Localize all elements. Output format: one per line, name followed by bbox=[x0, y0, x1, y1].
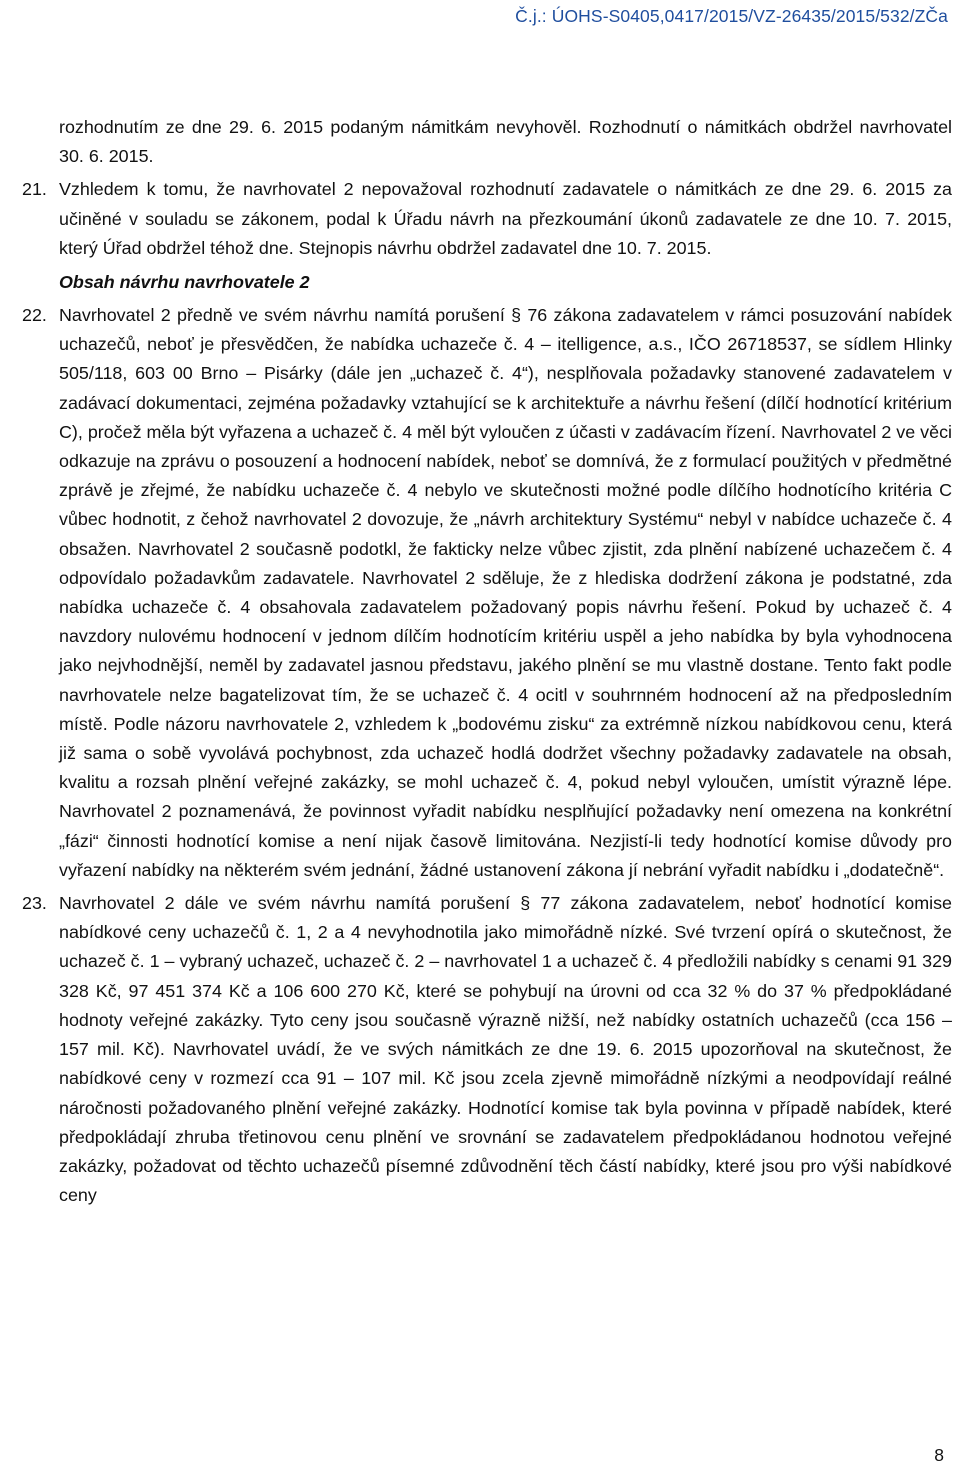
paragraph-number: 22. bbox=[22, 305, 47, 326]
paragraph-number: 21. bbox=[22, 179, 47, 200]
paragraph-21 bbox=[0, 175, 960, 263]
paragraph-text: Vzhledem k tomu, že navrhovatel 2 nepovažoval rozhodnutí zadavatele o námitkách ze dne 29. 6. 2015 za učiněné v souladu se zákonem, podal k Úřadu návrh na přezkoumání úkonů zadavatele ze dne 10. 7. 2015, který Úřad obdržel téhož dne. Stejnopis návrhu obdržel zadavatel dne 10. 7. 2015. bbox=[59, 179, 952, 258]
document-reference-number: Č.j.: ÚOHS-S0405,0417/2015/VZ-26435/2015/532/ZČa bbox=[515, 6, 948, 26]
document-body bbox=[0, 113, 960, 1210]
paragraph-text: Navrhovatel 2 dále ve svém návrhu namítá porušení § 77 zákona zadavatelem, neboť hodnotící komise nabídkové ceny uchazečů č. 1, 2 a 4 nevyhodnotila jako mimořádně nízké. Své tvrzení opírá o skutečnost, že uchazeč č. 1 – vybraný uchazeč, uchazeč č. 2 – navrhovatel 1 a uchazeč č. 4 předložili nabídky s cenami 91 329 328 Kč, 97 451 374 Kč a 106 600 270 Kč, které se pohybují na úrovni od cca 32 % do 37 % předpokládané hodnoty veřejné zakázky. Tyto ceny jsou současně výrazně nižší, než nabídky ostatních uchazečů (cca 156 – 157 mil. Kč). Navrhovatel uvádí, že ve svých námitkách ze dne 19. 6. 2015 upozorňoval na skutečnost, že nabídkové ceny v rozmezí cca 91 – 107 mil. Kč jsou zcela zjevně mimořádně nízkými a neodpovídají reálné náročnosti požadovaného plnění veřejné zakázky. Hodnotící komise tak byla povinna v případě nabídek, které předpokládají zhruba třetinovou cenu plnění ve srovnání se zadavatelem předpokládanou hodnotou veřejné zakázky, požadovat od těchto uchazečů písemné zdůvodnění těch částí nabídky, které jsou pro výši nabídkové ceny bbox=[59, 893, 952, 1206]
paragraph-intro: rozhodnutím ze dne 29. 6. 2015 podaným námitkám nevyhověl. Rozhodnutí o námitkách obdržel navrhovatel 30. 6. 2015. bbox=[59, 117, 952, 167]
paragraph-22 bbox=[0, 301, 960, 885]
paragraph-23 bbox=[0, 889, 960, 1210]
section-heading: Obsah návrhu navrhovatele 2 bbox=[59, 272, 310, 293]
paragraph-text: Navrhovatel 2 předně ve svém návrhu namítá porušení § 76 zákona zadavatelem v rámci posuzování nabídek uchazečů, neboť je přesvědčen, že nabídka uchazeče č. 4 – itelligence, a.s., IČO 26718537, se sídlem Hlinky 505/118, 603 00 Brno – Pisárky (dále jen „uchazeč č. 4“), nesplňovala požadavky stanovené zadavatelem v zadávací dokumentaci, zejména požadavky vztahující se k architektuře a návrhu řešení (dílčí hodnotící kritérium C), pročež měla být vyřazena a uchazeč č. 4 měl být vyloučen z účasti v zadávacím řízení. Navrhovatel 2 ve věci odkazuje na zprávu o posouzení a hodnocení nabídek, neboť se domnívá, že z formulací použitých v předmětné zprávě je zřejmé, že nabídku uchazeče č. 4 nebylo ve skutečnosti možné podle dílčího hodnotícího kritéria C vůbec hodnotit, z čehož navrhovatel 2 dovozuje, že „návrh architektury Systému“ nebyl v nabídce uchazeče č. 4 obsažen. Navrhovatel 2 současně podotkl, že fakticky nelze vůbec zjistit, zda plnění nabízené uchazečem č. 4 odpovídalo požadavkům zadavatele. Navrhovatel 2 sděluje, že z hlediska dodržení zákona je podstatné, zda nabídka uchazeče č. 4 obsahovala zadavatelem požadovaný popis návrhu řešení. Pokud by uchazeč č. 4 navzdory nulovému hodnocení v jednom dílčím hodnotícím kritériu uspěl a jeho nabídka by byla vyhodnocena jako nejvhodnější, neměl by zadavatel jasnou představu, jakého plnění se mu vlastně dostane. Tento fakt podle navrhovatele nelze bagatelizovat tím, že se uchazeč č. 4 ocitl v souhrnném hodnocení až na předposledním místě. Podle názoru navrhovatele 2, vzhledem k „bodovému zisku“ za extrémně nízkou nabídkovou cenu, která již sama o sobě vyvolává pochybnost, zda uchazeč hodlá dodržet všechny požadavky zadavatele na obsah, kvalitu a rozsah plnění veřejné zakázky, se mohl uchazeč č. 4, pokud nebyl vyloučen, umístit výrazně lépe. Navrhovatel 2 poznamenává, že povinnost vyřadit nabídku nesplňující požadavky není omezena na konkrétní „fázi“ činnosti hodnotící komise a není nijak časově limitována. Nezjistí-li tedy hodnotící komise důvody pro vyřazení nabídky na některém svém jednání, žádné ustanovení zákona jí nebrání vyřadit nabídku i „dodatečně“. bbox=[59, 305, 952, 880]
page-number: 8 bbox=[934, 1445, 944, 1465]
paragraph-number: 23. bbox=[22, 893, 47, 914]
